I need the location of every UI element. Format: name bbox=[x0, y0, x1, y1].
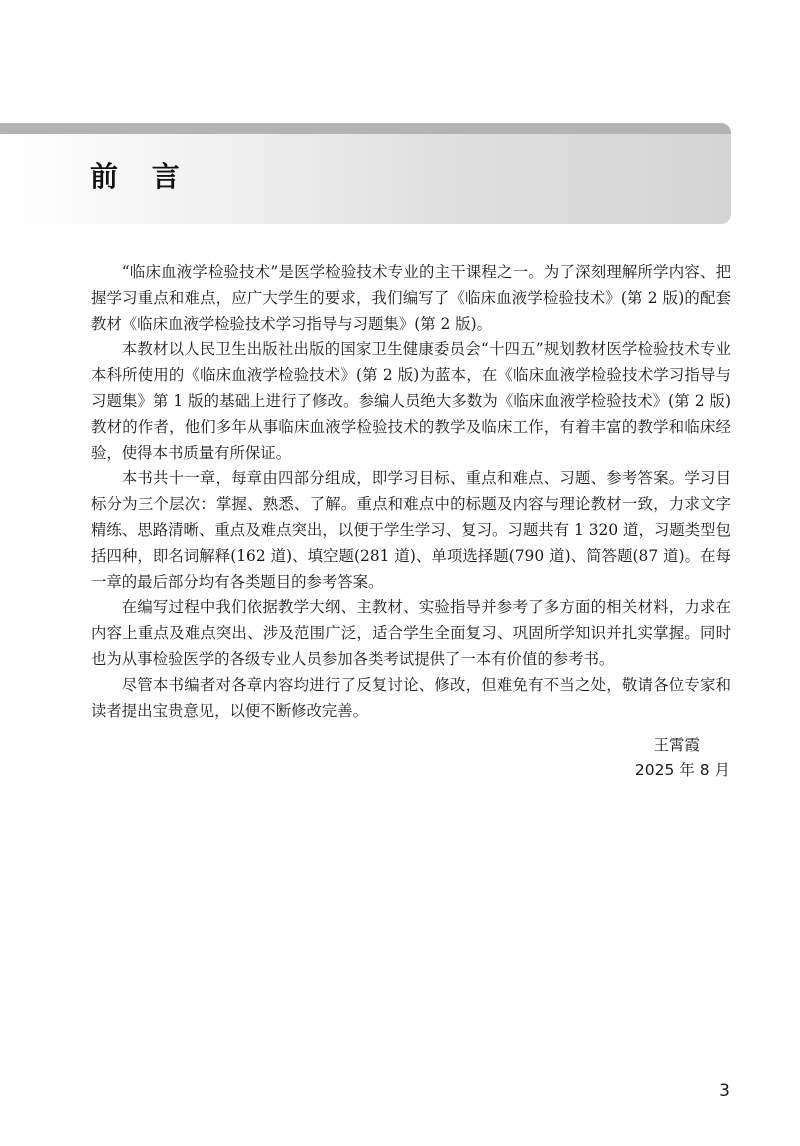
banner-top-bar bbox=[0, 123, 731, 134]
signature-date: 2025 年 8 月 bbox=[634, 761, 730, 779]
paragraph: 尽管本书编者对各章内容均进行了反复讨论、修改，但难免有不当之处，敬请各位专家和读者提出宝贵意见，以便不断修改完善。 bbox=[91, 675, 731, 720]
page-title: 前 言 bbox=[90, 160, 192, 193]
page-number: 3 bbox=[719, 1081, 730, 1101]
paragraph: 本书共十一章，每章由四部分组成，即学习目标、重点和难点、习题、参考答案。学习目标分为三个层次：掌握、熟悉、了解。重点和难点中的标题及内容与理论教材一致，力求文字精练、思路清晰、重点及难点突出，以便于学生学习、复习。习题共有 1 320 道，习题类型包括四种，即名词解释(162 道)、填空题(281 道)、单项选择题(790 道)、简答题(87 道)。在每一章的最后部分均有各类题目的参考答案。 bbox=[91, 469, 731, 591]
author-name: 王霄霞 bbox=[653, 736, 700, 754]
preface-body bbox=[91, 260, 731, 724]
paragraph: “临床血液学检验技术”是医学检验技术专业的主干课程之一。为了深刻理解所学内容、把握学习重点和难点，应广大学生的要求，我们编写了《临床血液学检验技术》(第 2 版)的配套教材《临床血液学检验技术学习指导与习题集》(第 2 版)。 bbox=[91, 263, 731, 333]
paragraph: 本教材以人民卫生出版社出版的国家卫生健康委员会“十四五”规划教材医学检验技术专业本科所使用的《临床血液学检验技术》(第 2 版)为蓝本，在《临床血液学检验技术学习指导与习题集》第 1 版的基础上进行了修改。参编人员绝大多数为《临床血液学检验技术》(第 2 版)教材的作者，他们多年从事临床血液学检验技术的教学及临床工作，有着丰富的教学和临床经验，使得本书质量有所保证。 bbox=[91, 340, 731, 462]
paragraph: 在编写过程中我们依据教学大纲、主教材、实验指导并参考了多方面的相关材料，力求在内容上重点及难点突出、涉及范围广泛，适合学生全面复习、巩固所学知识并扎实掌握。同时也为从事检验医学的各级专业人员参加各类考试提供了一本有价值的参考书。 bbox=[91, 598, 731, 668]
title-banner bbox=[0, 123, 731, 224]
signature-block bbox=[540, 733, 730, 783]
